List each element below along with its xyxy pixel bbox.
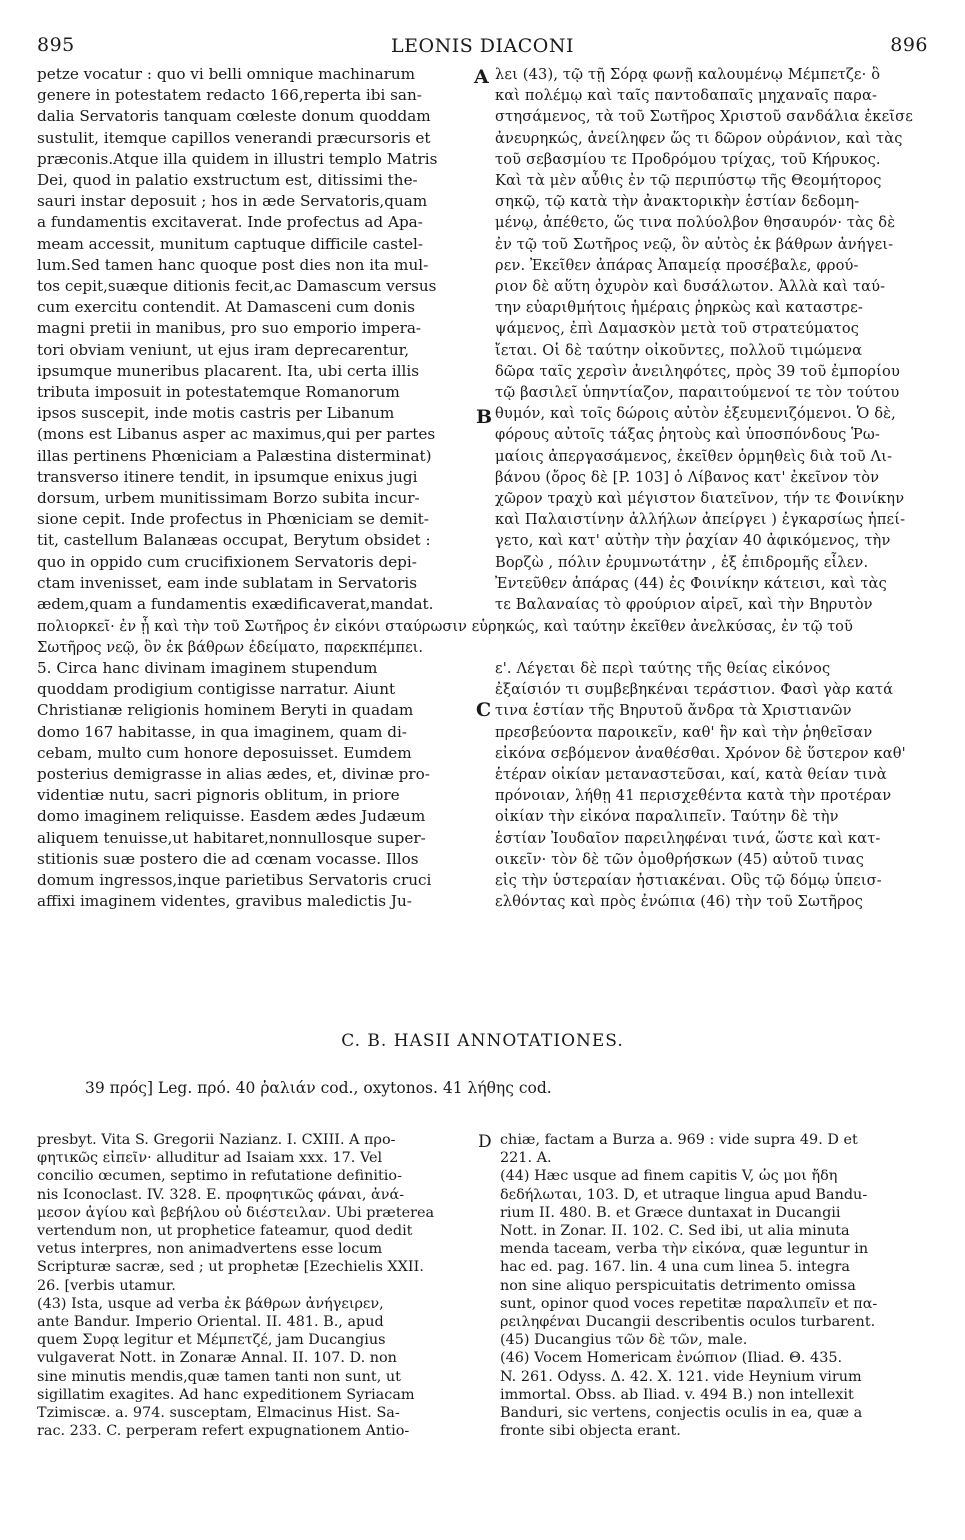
annotation-line: rac. 233. C. perperam refert expugnationem Antio- [37, 1423, 410, 1440]
latin-text-line: quoddam prodigium contigisse narratur. Aiunt [37, 680, 396, 699]
latin-text-line: aliquem tenuisse,ut habitaret,nonnullosque super- [37, 828, 426, 847]
greek-text-line: ε'. Λέγεται δὲ περὶ ταύτης τῆς θείας εἰκόνος [495, 660, 831, 677]
latin-text-line: domo 167 habitasse, in qua imaginem, quam di- [37, 722, 407, 741]
latin-text-line: quo in oppido cum crucifixionem Servatoris depi- [37, 552, 417, 571]
margin-marker-c: C [476, 699, 492, 721]
annotation-line: sine minutis mendis,quæ tamen tanti non sunt, ut [37, 1368, 401, 1385]
annotation-line: (44) Hæc usque ad finem capitis V, ὡς μοι ἤδη [500, 1168, 838, 1185]
running-title: LEONIS DIACONI [391, 35, 574, 57]
greek-text-line: Βορζὼ , πόλιν ἐρυμνωτάτην , ἐξ ἐπιδρομῆς εἷλεν. [495, 553, 869, 571]
annotation-line: 221. A. [500, 1150, 552, 1167]
greek-text-line: πρόνοιαν, λήθῃ 41 περισχεθέντα κατὰ τὴν προτέραν [495, 787, 892, 805]
greek-text-line: πολιορκεῖ· ἐν ᾗ καὶ τὴν τοῦ Σωτῆρος ἐν εἰκόνι σταύρωσιν εὑρηκώς, καὶ ταύτην ἐκεῖθεν ἀνελκύσας, ἐν τῷ τοῦ [37, 618, 853, 635]
greek-text-line: ἴεται. Οἱ δὲ ταύτην οἰκοῦντες, πολλοῦ τιμώμενα [495, 341, 863, 359]
annotation-line: Tzimiscæ. a. 974. susceptam, Elmacinus Hist. Sa- [37, 1405, 400, 1422]
latin-text-line: affixi imaginem videntes, gravibus maledictis Ju- [37, 892, 412, 911]
annotation-line: Scripturæ sacræ, sed ; ut prophetæ [Ezechielis XXII. [37, 1259, 424, 1276]
latin-text-line: tributa imposuit in potestatemque Romanorum [37, 383, 400, 402]
annotation-line: ρειληφέναι Ducangii describentis oculos turbarent. [500, 1314, 876, 1331]
latin-text-line: tori obviam veniunt, ut ejus iram deprecarentur, [37, 340, 410, 359]
latin-text-line: (mons est Libanus asper ac maximus,qui per partes [37, 425, 436, 444]
latin-text-line: ædem,quam a fundamentis exædificaverat,mandat. [37, 595, 434, 614]
annotation-line: non sine aliquo perspicuitatis detrimento omissa [500, 1277, 856, 1294]
greek-text-line: ελθόντας καὶ πρὸς ἐνώπια (46) τὴν τοῦ Σωτῆρος [495, 893, 864, 911]
greek-text-line: Σωτῆρος νεῷ, ὃν ἐκ βάθρων ἐδείματο, παρεκπέμπει. [37, 639, 424, 657]
latin-text-line: sauri instar deposuit ; hos in æde Servatoris,quam [37, 192, 428, 211]
latin-column-mid [37, 658, 469, 912]
greek-text-line: ψάμενος, ἐπὶ Δαμασκὸν μετὰ τοῦ στρατεύματος [495, 320, 860, 338]
latin-text-line: domo imaginem reliquisse. Easdem ædes Judæum [37, 807, 426, 826]
right-page-number: 896 [890, 34, 928, 56]
annotation-line: immortal. Obss. ab Iliad. v. 494 B.) non intellexit [500, 1386, 854, 1403]
annotation-line: δεδήλωται, 103. D, et utraque lingua apud Bandu- [500, 1186, 868, 1203]
latin-text-line: posterius demigrasse in alias ædes, et, divinæ pro- [37, 765, 430, 784]
latin-text-line: genere in potestatem redacto 166,reperta ibi san- [37, 86, 422, 105]
latin-text-line: transverso itinere tendit, in ipsumque enixus jugi [37, 467, 418, 486]
latin-text-line: videntiæ nutu, sacri pignoris oblitum, in priore [37, 786, 400, 805]
annotation-line: hac ed. pag. 167. lin. 4 una cum linea 5. integra [500, 1259, 851, 1276]
annotation-line: nis Iconoclast. IV. 328. E. προφητικῶς φάναι, ἀνά- [37, 1186, 405, 1203]
greek-text-line: ἐξαίσιόν τι συμβεβηκέναι τεράστιον. Φασὶ γὰρ κατά [495, 681, 894, 699]
notes-right-column [500, 1131, 930, 1440]
annotation-line: N. 261. Odyss. Δ. 42. X. 121. vide Heynium virum [500, 1368, 862, 1385]
greek-text-line: μένῳ, ἀπέθετο, ὥς τινα πολύολβον θησαυρόν· τὰς δὲ [495, 214, 896, 232]
latin-text-line: meam accessit, munitum captuque difficile castel- [37, 234, 424, 253]
greek-full-width-lines [37, 616, 930, 658]
annotation-line: presbyt. Vita S. Gregorii Nazianz. I. CXIII. A προ- [37, 1132, 396, 1148]
greek-text-line: εἰς τὴν ὑστεραίαν ἠστιακέναι. Οὓς τῷ δόμῳ ὑπεισ- [495, 872, 882, 890]
latin-text-line: petze vocatur : quo vi belli omnique machinarum [37, 65, 416, 83]
greek-text-line: πρεσβεύοντα παροικεῖν, καθ' ἣν καὶ τὴν ῥηθεῖσαν [495, 723, 873, 741]
greek-text-line: βάνου (ὄρος δὲ [P. 103] ὁ Λίβανος κατ' ἐκεῖνον τὸν [495, 468, 880, 486]
greek-text-line: οικεῖν· τὸν δὲ τῶν ὁμοθρήσκων (45) αὐτοῦ τινας [495, 850, 865, 868]
left-page-number: 895 [37, 34, 75, 56]
latin-text-line: ipsumque muneribus placarent. Ita, ubi certa illis [37, 361, 420, 380]
annotation-line: vertendum non, ut prophetice fateamur, quod dedit [37, 1223, 413, 1240]
latin-text-line: domum ingressos,inque parietibus Servatoris cruci [37, 871, 432, 890]
annotation-line: (43) Ista, usque ad verba ἐκ βάθρων ἀνήγειρεν, [37, 1295, 384, 1312]
greek-text-line: ρεν. Ἐκεῖθεν ἀπάρας Ἀπαμείᾳ προσέβαλε, φρού- [495, 256, 859, 274]
latin-text-line: ipsos suscepit, inde motis castris per Libanum [37, 404, 395, 423]
annotation-line: φητικῶς εἰπεῖν· alluditur ad Isaiam xxx. 17. Vel [37, 1150, 383, 1167]
latin-text-line: tit, castellum Balanæas occupat, Berytum obsidet : [37, 531, 431, 550]
latin-text-line: sione cepit. Inde profectus in Phœniciam se demit- [37, 510, 429, 529]
greek-text-line: σηκῷ, τῷ κατὰ τὴν ἀνακτορικὴν ἑστίαν δεδομη- [495, 193, 860, 211]
footnote-line: 39 πρός] Leg. πρό. 40 ῥαλιάν cod., oxytonos. 41 λήθης cod. [85, 1079, 552, 1097]
greek-text-line: λει (43), τῷ τῇ Σόρᾳ φωνῇ καλουμένῳ Μέμπετζε· ὃ [495, 66, 881, 83]
latin-text-line: illas pertinens Phœniciam a Palæstina disterminat) [37, 446, 432, 465]
annotation-line: sunt, opinor quod voces repetitæ παραλιπεῖν et πα- [500, 1295, 878, 1312]
greek-text-line: Ἐντεῦθεν ἀπάρας (44) ἐς Φοινίκην κάτεισι, καὶ τὰς [495, 574, 887, 592]
latin-text-line: magni pretii in manibus, pro suo emporio impera- [37, 319, 422, 338]
greek-text-line: τινα ἑστίαν τῆς Βηρυτοῦ ἄνδρα τὰ Χριστιανῶν [495, 702, 852, 720]
annotation-line: Nott. in Zonar. II. 102. C. Sed ibi, ut alia minuta [500, 1223, 850, 1240]
latin-text-line: stitionis suæ postero die ad cœnam vocasse. Illos [37, 849, 419, 868]
annotation-line: vetus interpres, non animadvertens esse locum [37, 1241, 383, 1258]
latin-text-line: lum.Sed tamen hanc quoque post dies non ita mul- [37, 255, 429, 274]
annotation-line: 26. [verbis utamur. [37, 1277, 176, 1294]
latin-text-line: ctam invenisset, eam inde sublatam in Servatoris [37, 573, 418, 592]
greek-text-line: καὶ πολέμῳ καὶ ταῖς παντοδαπαῖς μηχαναῖς παρα- [495, 87, 878, 105]
annotation-line: μεσον ἁγίου καὶ βεβήλου οὐ διέστειλαν. Ubi præterea [37, 1204, 435, 1221]
latin-text-line: dalia Servatoris tanquam cœleste donum quoddam [37, 107, 431, 126]
annotation-line: concilio œcumen, septimo in refutatione definitio- [37, 1168, 402, 1185]
annotation-line: (45) Ducangius τῶν δὲ τῶν, male. [500, 1332, 748, 1349]
greek-text-line: καὶ Παλαιστίνην ἀλλήλων ἀπείργει ) ἐγκαρσίως ἠπεί- [495, 511, 906, 529]
margin-marker-d: D [478, 1132, 492, 1152]
greek-text-line: θυμόν, καὶ τοῖς δώροις αὐτὸν ἐξευμενιζόμενοι. Ὁ δὲ, [495, 405, 896, 423]
annotation-line: sigillatim exagites. Ad hanc expeditionem Syriacam [37, 1386, 415, 1403]
annotation-line: vulgaverat Nott. in Zonaræ Annal. II. 107. D. non [37, 1350, 397, 1367]
latin-text-line: cum exercitu contendit. At Damasceni cum donis [37, 298, 415, 317]
greek-text-line: Καὶ τὰ μὲν αὖθις ἐν τῷ περιπύστῳ τῆς Θεομήτορος [495, 172, 882, 190]
greek-text-line: εἰκόνα σεβόμενον ἀναθέσθαι. Χρόνον δὲ ὕστερον καθ' [495, 744, 906, 762]
greek-text-line: ριον δὲ αὕτη ὀχυρὸν καὶ δυσάλωτον. Ἀλλὰ καὶ ταύ- [495, 278, 886, 296]
greek-text-line: ἐν τῷ τοῦ Σωτῆρος νεῷ, ὃν αὐτὸς ἐκ βάθρων ἀνήγει- [495, 235, 894, 253]
annotations-title: C. B. HASII ANNOTATIONES. [341, 1031, 624, 1051]
annotation-line: quem Συρᾳ legitur et Μέμπετζέ, jam Ducangius [37, 1332, 386, 1349]
annotation-line: menda taceam, verba τὴν εἰκόνα, quæ leguntur in [500, 1241, 869, 1258]
annotation-line: fronte sibi objecta erant. [500, 1423, 681, 1440]
greek-text-line: φόρους αὐτοῖς τάξας ῥητοὺς καὶ ὑποσπόνδους Ῥω- [495, 426, 880, 444]
greek-text-line: τοῦ σεβασμίου τε Προδρόμου τρίχας, τοῦ Κήρυκος. [495, 150, 881, 168]
latin-text-line: 5. Circa hanc divinam imaginem stupendum [37, 659, 378, 677]
greek-text-line: μαίοις ἀπεργασάμενος, ἐκεῖθεν ὁρμηθεὶς διὰ τοῦ Λι- [495, 447, 893, 465]
latin-text-line: sustulit, itemque capillos venerandi præcursoris et [37, 128, 431, 147]
annotation-line: chiæ, factam a Burza a. 969 : vide supra 49. D et [500, 1132, 858, 1148]
latin-text-line: Dei, quod in palatio exstructum est, ditissimi the- [37, 171, 418, 190]
greek-text-line: ἀνευρηκώς, ἀνείληφεν ὥς τι δῶρον οὐράνιον, καὶ τὰς [495, 129, 903, 147]
latin-text-line: Christianæ religionis hominem Beryti in quadam [37, 701, 414, 720]
latin-text-line: tos cepit,suæque ditionis fecit,ac Damascum versus [37, 277, 437, 296]
margin-marker-b: B [476, 406, 493, 428]
annotation-line: rium II. 480. B. et Græce duntaxat in Ducangii [500, 1204, 841, 1221]
greek-column-mid [495, 658, 930, 912]
greek-text-line: τῷ βασιλεῖ ὑπηντίαζον, παραιτούμενοί τε τὸν τούτου [495, 384, 900, 402]
greek-text-line: δῶρα ταῖς χερσὶν ἀνειληφότες, πρὸς 39 τοῦ ἐμπορίου [495, 362, 900, 380]
greek-text-line: χῶρον τραχὺ καὶ μέγιστον διατεῖνον, τήν τε Φοινίκην [495, 490, 905, 508]
greek-text-line: την εὐαριθμήτοις ἡμέραις ῥηρκὼς καὶ καταστρε- [495, 299, 863, 317]
notes-left-column [37, 1131, 469, 1440]
annotation-line: Banduri, sic vertens, conjectis oculis in ea, quæ a [500, 1405, 863, 1422]
greek-text-line: ἑτέραν οἰκίαν μεταναστεῦσαι, καί, κατὰ θείαν τινὰ [495, 766, 887, 784]
margin-marker-a: A [474, 66, 489, 88]
greek-text-line: ἑστίαν Ἰουδαῖον παρειληφέναι τινά, ὥστε καὶ κατ- [495, 829, 881, 847]
latin-text-line: præconis.Atque illa quidem in illustri templo Matris [37, 149, 438, 168]
annotation-line: (46) Vocem Homericam ἐνώπιον (Iliad. Θ. 435. [500, 1350, 843, 1367]
greek-text-line: γετο, καὶ κατ' αὐτὴν τὴν ῥαχίαν 40 ἀφικόμενος, τὴν [495, 532, 891, 550]
latin-text-line: cebam, multo cum honore deposuisset. Eumdem [37, 743, 412, 762]
latin-column-top [37, 64, 469, 615]
latin-text-line: dorsum, urbem munitissimam Borzo subita incur- [37, 489, 420, 508]
latin-text-line: a fundamentis excitaverat. Inde profectus ad Apa- [37, 213, 423, 232]
greek-text-line: τε Βαλαναίας τὸ φρούριον αἱρεῖ, καὶ τὴν Βηρυτὸν [495, 596, 873, 614]
greek-text-line: στησάμενος, τὰ τοῦ Σωτῆρος Χριστοῦ σανδάλια ἐκεῖσε [495, 108, 913, 126]
annotation-line: ante Bandur. Imperio Oriental. II. 481. B., apud [37, 1314, 384, 1331]
greek-column-top [495, 64, 930, 615]
greek-text-line: οἰκίαν τὴν εἰκόνα παραλιπεῖν. Ταύτην δὲ τὴν [495, 808, 839, 826]
